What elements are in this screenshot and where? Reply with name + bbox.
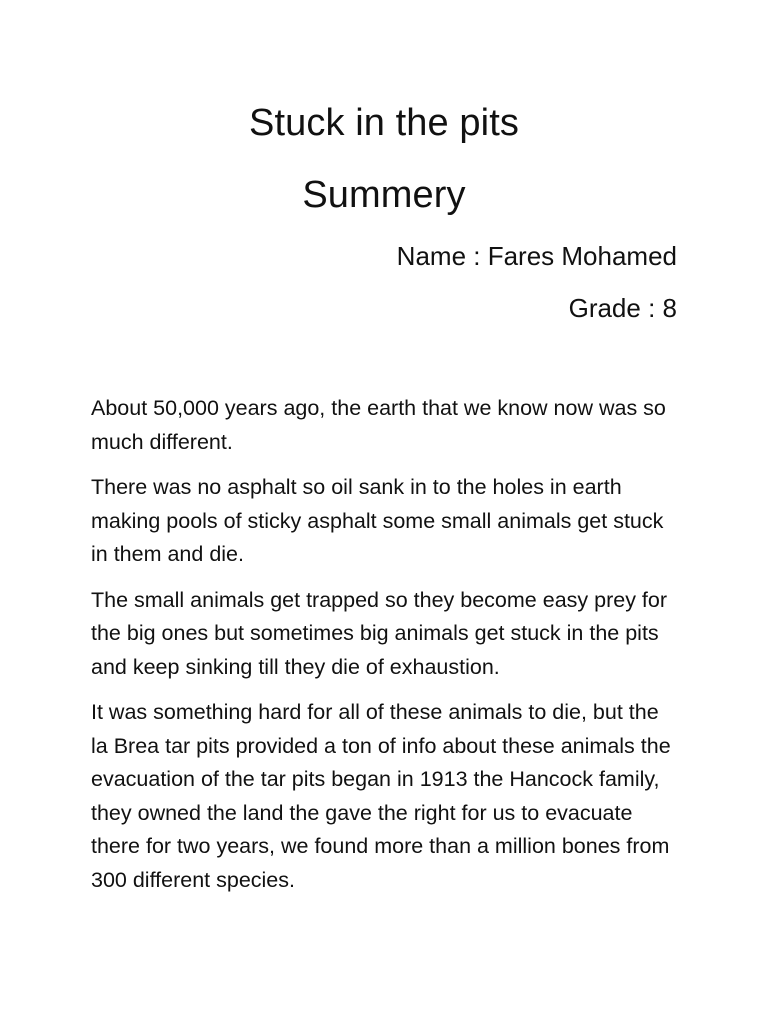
paragraph-3: The small animals get trapped so they become easy prey for the big ones but sometimes big animals get stuck in the pits and keep sinking till they die of exhaustion. bbox=[91, 587, 668, 679]
paragraph-1: About 50,000 years ago, the earth that we know now was so much different. bbox=[91, 396, 666, 454]
student-grade: Grade : 8 bbox=[568, 293, 677, 323]
document-title: Stuck in the pits bbox=[249, 102, 519, 144]
summary-body bbox=[91, 392, 681, 909]
document-subtitle: Summery bbox=[302, 174, 466, 216]
paragraph-2: There was no asphalt so oil sank in to the holes in earth making pools of sticky asphalt some small animals get stuck in them and die. bbox=[91, 475, 664, 566]
student-name: Name : Fares Mohamed bbox=[396, 241, 677, 271]
paragraph-4: It was something hard for all of these animals to die, but the la Brea tar pits provided a ton of info about these animals the evacuation of the tar pits began in 1913 the Hancock family, they owned the land the gave the right for us to evacuate there for two years, we found more than a million bones from 300 different species. bbox=[91, 700, 671, 892]
